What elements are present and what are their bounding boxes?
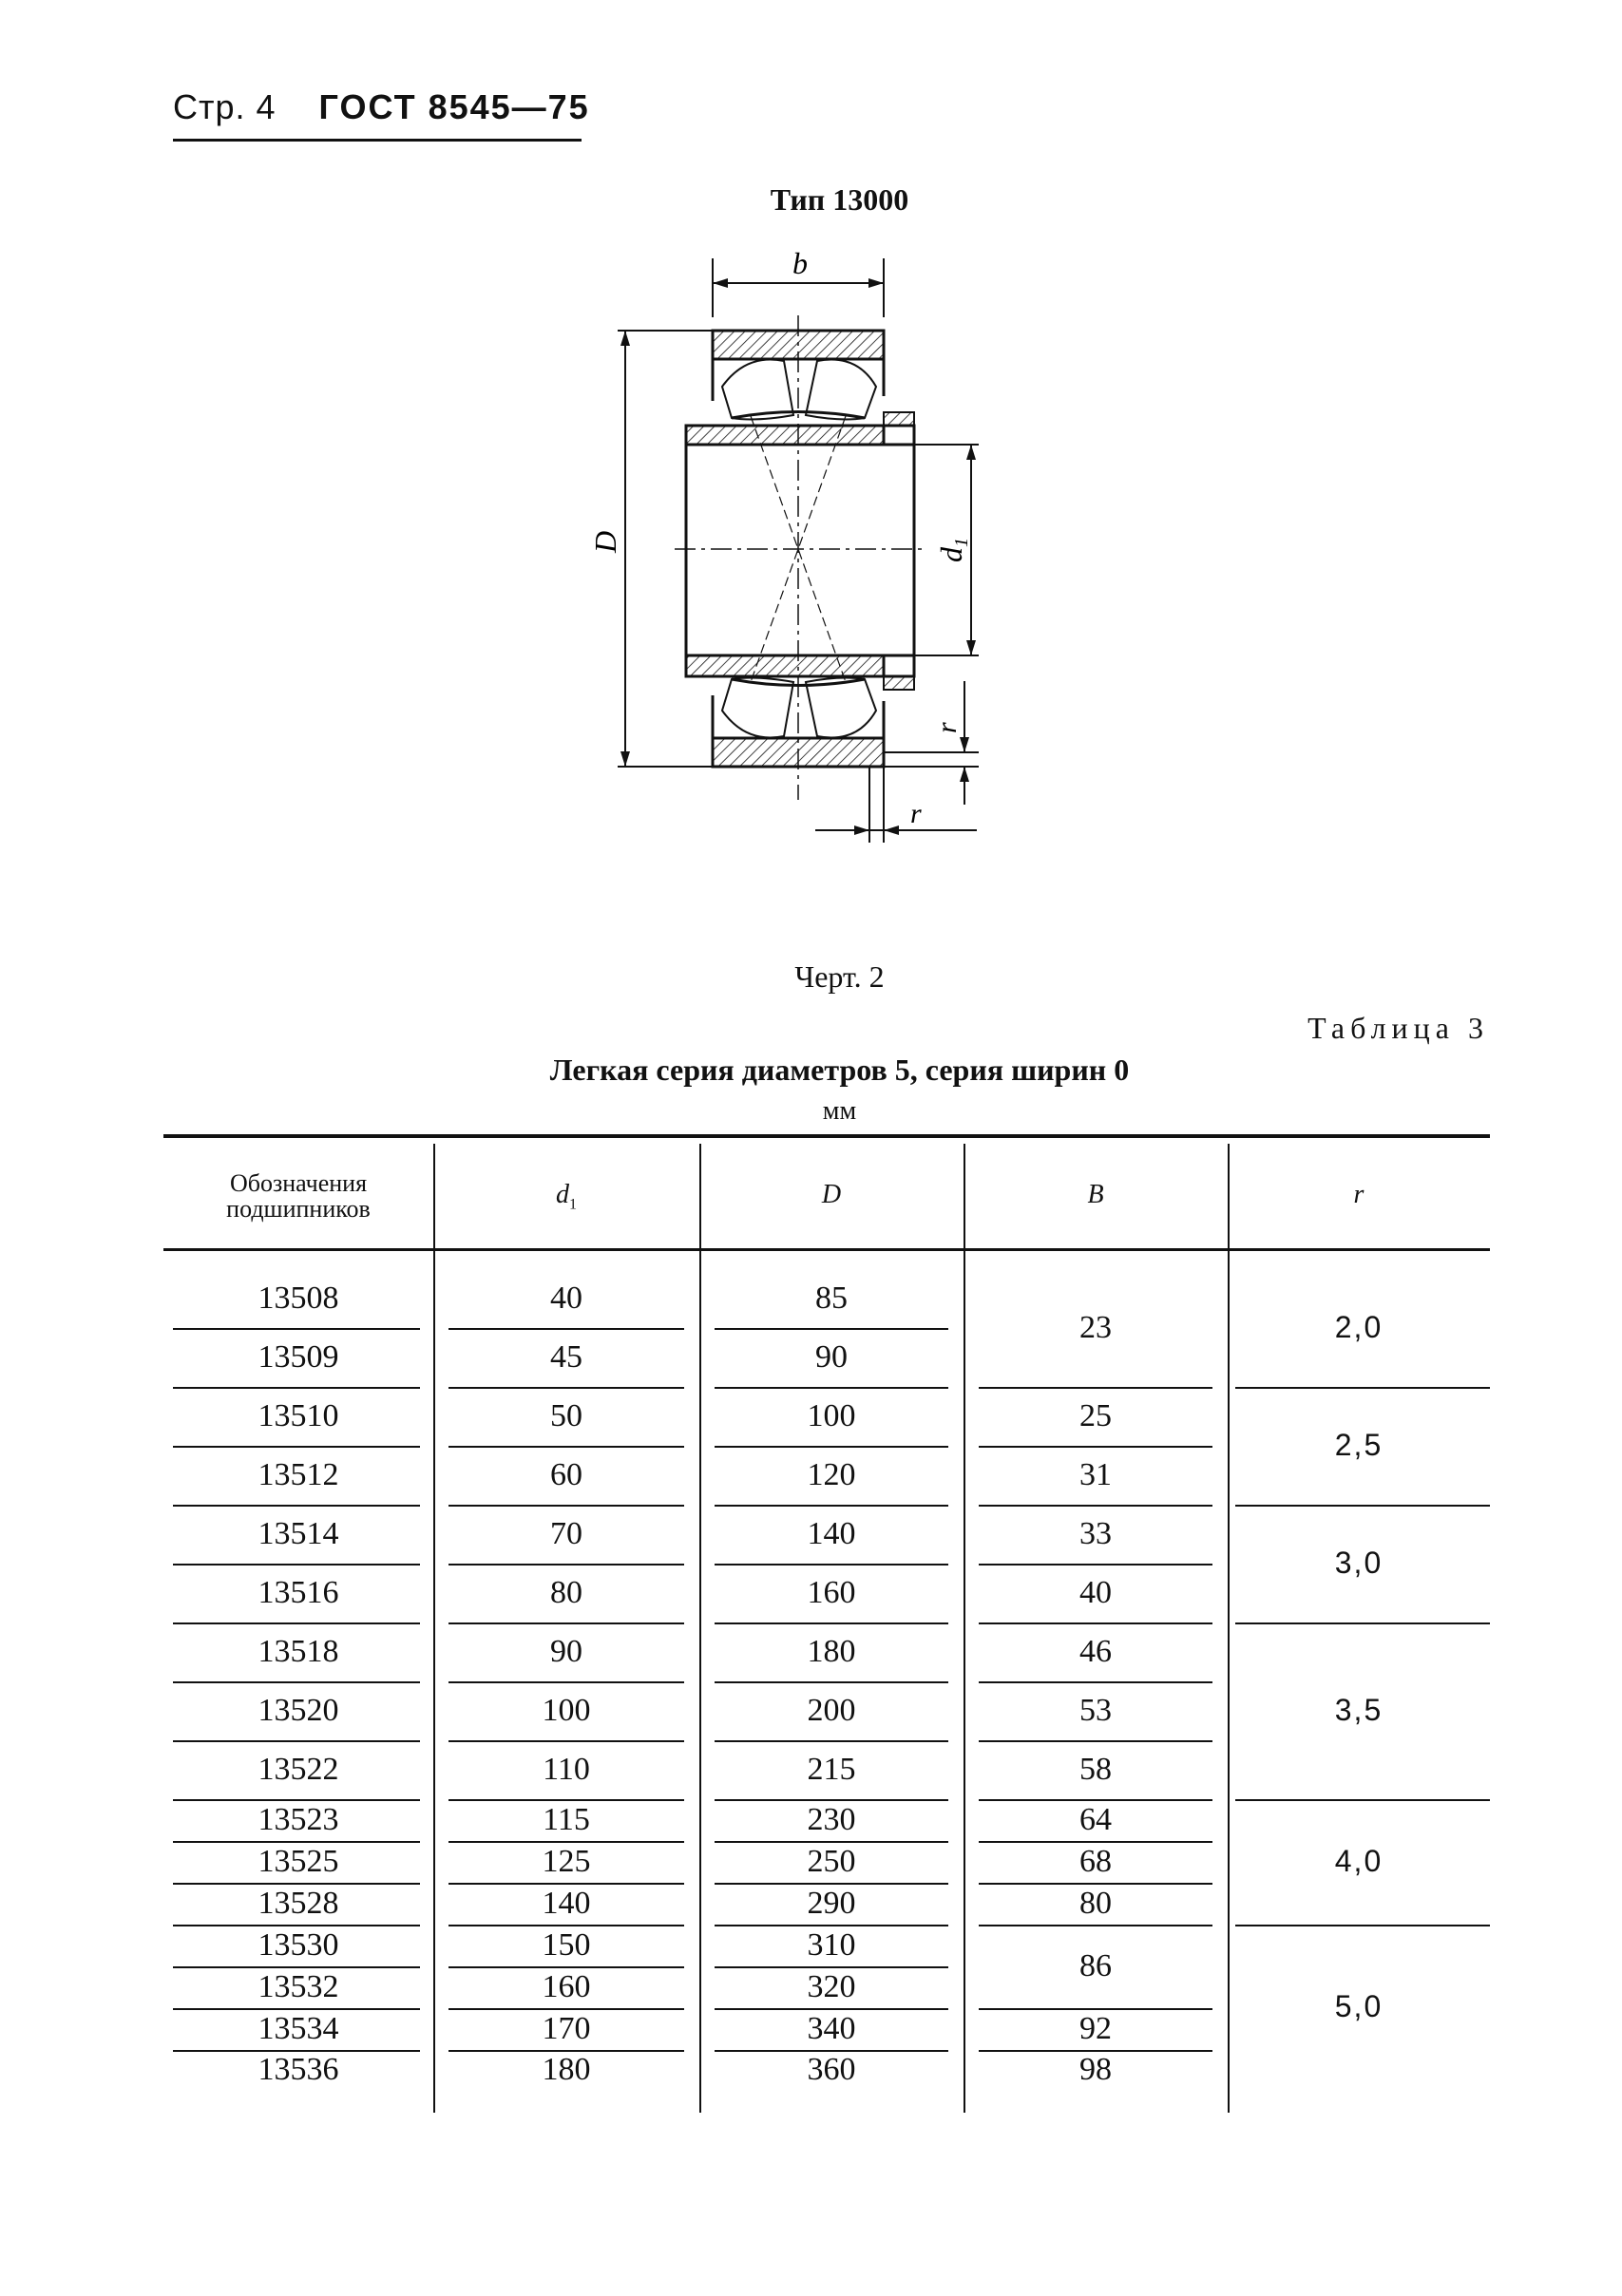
row-rule <box>173 1681 420 1683</box>
cell-d1: 180 <box>542 2052 591 2087</box>
cell-B: 92 <box>1079 2011 1112 2046</box>
row-rule <box>448 1328 684 1330</box>
row-rule <box>448 1622 684 1624</box>
row-rule <box>448 1966 684 1968</box>
cell-r: 2,5 <box>1334 1428 1383 1462</box>
row-rule <box>173 1505 420 1507</box>
header-rule <box>173 139 582 142</box>
row-rule <box>448 1564 684 1565</box>
cell-designation: 13512 <box>258 1457 339 1492</box>
cell-B: 25 <box>1079 1398 1112 1433</box>
cell-B: 64 <box>1079 1802 1112 1837</box>
cell-d1: 170 <box>542 2011 591 2046</box>
row-rule <box>448 1841 684 1843</box>
cell-B: 53 <box>1079 1693 1112 1728</box>
cell-D: 180 <box>807 1634 856 1669</box>
row-rule <box>715 1799 948 1801</box>
cell-d1: 80 <box>550 1575 582 1610</box>
cell-B: 68 <box>1079 1844 1112 1879</box>
row-rule <box>448 1446 684 1448</box>
cell-B: 31 <box>1079 1457 1112 1492</box>
label-D: D <box>588 530 622 553</box>
dimension-b <box>713 249 884 317</box>
cell-D: 200 <box>807 1693 856 1728</box>
row-rule <box>979 1740 1212 1742</box>
cell-r: 3,5 <box>1334 1693 1383 1727</box>
cell-designation: 13536 <box>258 2052 339 2087</box>
cell-D: 310 <box>807 1927 856 1963</box>
row-rule <box>173 1446 420 1448</box>
row-rule <box>979 1387 1212 1389</box>
row-rule <box>979 1681 1212 1683</box>
cell-D: 360 <box>807 2052 856 2087</box>
row-rule <box>448 1799 684 1801</box>
row-rule <box>715 1505 948 1507</box>
label-d1: d1 <box>934 538 972 562</box>
row-rule <box>173 1966 420 1968</box>
header-B: B <box>1087 1180 1104 1209</box>
cell-D: 85 <box>815 1281 848 1316</box>
cell-designation: 13509 <box>258 1339 339 1375</box>
sleeve <box>686 412 914 690</box>
cell-designation: 13522 <box>258 1752 339 1787</box>
cell-designation: 13514 <box>258 1516 339 1551</box>
cell-designation: 13520 <box>258 1693 339 1728</box>
cell-B: 80 <box>1079 1886 1112 1921</box>
cell-D: 215 <box>807 1752 856 1787</box>
row-rule <box>173 2008 420 2010</box>
row-rule <box>979 1883 1212 1885</box>
row-rule <box>715 1883 948 1885</box>
row-rule <box>979 1564 1212 1565</box>
row-rule <box>715 1564 948 1565</box>
cell-D: 250 <box>807 1844 856 1879</box>
cell-D: 230 <box>807 1802 856 1837</box>
cell-designation: 13523 <box>258 1802 339 1837</box>
bearing-drawing <box>580 249 998 857</box>
row-rule <box>715 1328 948 1330</box>
row-rule <box>715 1925 948 1926</box>
cell-r: 2,0 <box>1334 1310 1383 1344</box>
row-rule <box>979 1925 1212 1926</box>
row-rule <box>1235 1622 1490 1624</box>
row-rule <box>715 1446 948 1448</box>
cell-d1: 100 <box>542 1693 591 1728</box>
header-D: D <box>821 1180 842 1209</box>
cell-d1: 60 <box>550 1457 582 1492</box>
row-rule <box>448 1387 684 1389</box>
row-rule <box>173 1841 420 1843</box>
row-rule <box>1235 1387 1490 1389</box>
label-r2: r <box>910 798 922 829</box>
header-d1: $d_1$ <box>556 1180 577 1213</box>
row-rule <box>173 1622 420 1624</box>
row-rule <box>715 1387 948 1389</box>
row-rule <box>173 1799 420 1801</box>
table-label: Таблица 3 <box>1307 1011 1489 1045</box>
cell-D: 320 <box>807 1969 856 2004</box>
cell-d1: 70 <box>550 1516 582 1551</box>
cell-designation: 13528 <box>258 1886 339 1921</box>
row-rule <box>979 1841 1212 1843</box>
drawing-caption: Черт. 2 <box>794 959 885 994</box>
label-r1: r <box>931 722 963 733</box>
cell-B: 86 <box>1079 1948 1112 1983</box>
cell-d1: 115 <box>543 1802 590 1837</box>
table-top-rule <box>163 1134 1490 1138</box>
row-rule <box>1235 1799 1490 1801</box>
cell-d1: 40 <box>550 1281 582 1316</box>
page-header <box>173 87 590 127</box>
table-title: Легкая серия диаметров 5, серия ширин 0 <box>549 1053 1130 1087</box>
row-rule <box>448 1740 684 1742</box>
row-rule <box>979 1446 1212 1448</box>
cell-d1: 125 <box>542 1844 591 1879</box>
row-rule <box>715 1740 948 1742</box>
row-rule <box>715 2008 948 2010</box>
row-rule <box>715 1681 948 1683</box>
cell-B: 33 <box>1079 1516 1112 1551</box>
cell-B: 98 <box>1079 2052 1112 2087</box>
cell-D: 100 <box>807 1398 856 1433</box>
row-rule <box>979 1505 1212 1507</box>
cell-designation: 13518 <box>258 1634 339 1669</box>
row-rule <box>448 1925 684 1926</box>
cell-r: 3,0 <box>1334 1546 1383 1580</box>
cell-designation: 13532 <box>258 1969 339 2004</box>
figure-title: Тип 13000 <box>770 182 909 217</box>
row-rule <box>979 1799 1212 1801</box>
header-r: r <box>1353 1180 1364 1209</box>
cell-designation: 13534 <box>258 2011 339 2046</box>
table-header-rule <box>163 1248 1490 1251</box>
cell-designation: 13530 <box>258 1927 339 1963</box>
cell-d1: 140 <box>542 1886 591 1921</box>
row-rule <box>448 1505 684 1507</box>
cell-d1: 90 <box>550 1634 582 1669</box>
row-rule <box>1235 1925 1490 1926</box>
cell-d1: 150 <box>542 1927 591 1963</box>
row-rule <box>173 1387 420 1389</box>
row-rule <box>715 1622 948 1624</box>
row-rule <box>173 1925 420 1926</box>
row-rule <box>173 1883 420 1885</box>
cell-D: 120 <box>807 1457 856 1492</box>
standard-number: ГОСТ 8545—75 <box>318 87 590 126</box>
cell-r: 5,0 <box>1334 1989 1383 2023</box>
row-rule <box>1235 1505 1490 1507</box>
row-rule <box>173 1564 420 1565</box>
bearing-table <box>163 1134 1490 2113</box>
cell-D: 90 <box>815 1339 848 1375</box>
row-rule <box>715 1841 948 1843</box>
row-rule <box>173 1328 420 1330</box>
row-rule <box>979 1622 1212 1624</box>
cell-d1: 160 <box>542 1969 591 2004</box>
label-b: b <box>792 249 808 280</box>
cell-B: 40 <box>1079 1575 1112 1610</box>
cell-d1: 110 <box>543 1752 590 1787</box>
cell-r: 4,0 <box>1334 1844 1383 1878</box>
cell-d1: 45 <box>550 1339 582 1375</box>
row-rule <box>448 1883 684 1885</box>
cell-B: 58 <box>1079 1752 1112 1787</box>
row-rule <box>448 1681 684 1683</box>
row-rule <box>173 1740 420 1742</box>
cell-designation: 13525 <box>258 1844 339 1879</box>
cell-designation: 13508 <box>258 1281 339 1316</box>
row-rule <box>448 2008 684 2010</box>
row-rule <box>979 2008 1212 2010</box>
dimension-d1 <box>914 445 979 655</box>
cell-B: 46 <box>1079 1634 1112 1669</box>
cell-D: 160 <box>807 1575 856 1610</box>
cell-D: 340 <box>807 2011 856 2046</box>
header-designation: Обозначения подшипников <box>226 1169 371 1224</box>
table-unit: мм <box>822 1096 857 1126</box>
page-number: Стр. 4 <box>173 87 277 126</box>
col-divider <box>1228 1144 1230 2113</box>
cell-designation: 13516 <box>258 1575 339 1610</box>
cell-d1: 50 <box>550 1398 582 1433</box>
cell-B: 23 <box>1079 1310 1112 1345</box>
cell-D: 140 <box>807 1516 856 1551</box>
row-rule <box>715 1966 948 1968</box>
cell-designation: 13510 <box>258 1398 339 1433</box>
cell-D: 290 <box>807 1886 856 1921</box>
